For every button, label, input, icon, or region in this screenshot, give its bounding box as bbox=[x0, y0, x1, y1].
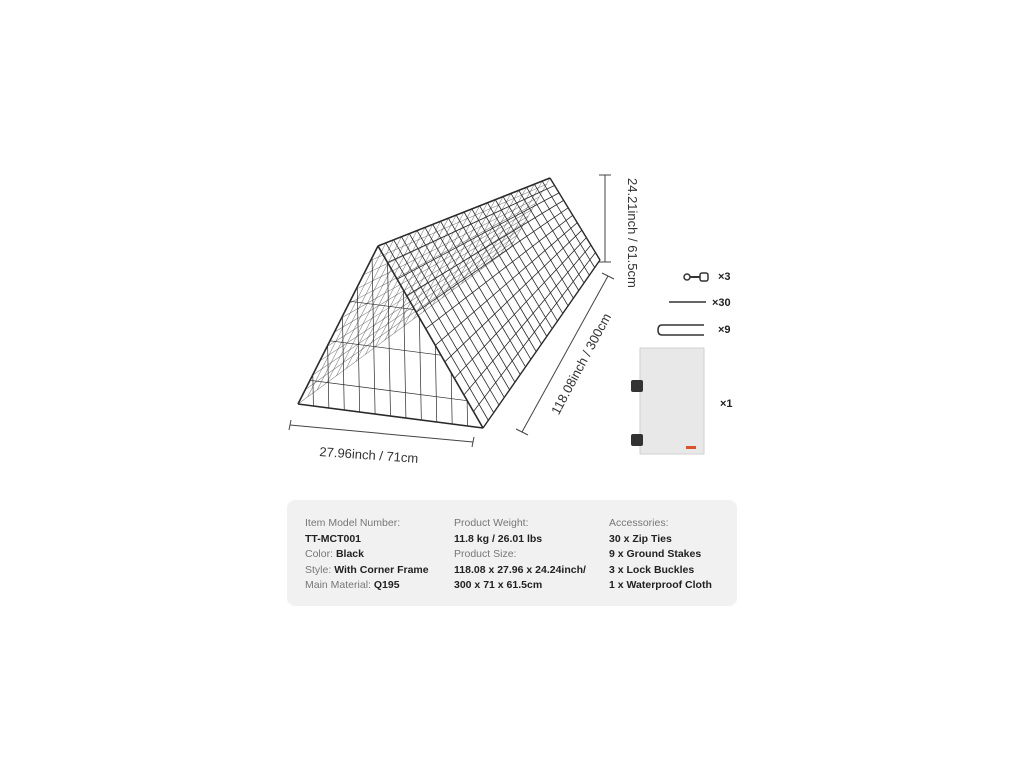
zip-tie-icon bbox=[668, 298, 708, 306]
cage-wire bbox=[394, 240, 494, 413]
model-value: TT-MCT001 bbox=[305, 532, 362, 545]
cage-wire bbox=[403, 290, 405, 418]
width-label: 27.96inch / 71cm bbox=[318, 444, 419, 466]
weight-value: 11.8 kg / 26.01 lbs bbox=[454, 532, 543, 545]
model-label: Item Model Number: bbox=[305, 517, 401, 529]
cage-wire bbox=[372, 258, 375, 414]
size-value-line-1: 118.08 x 27.96 x 24.24inch/ bbox=[454, 563, 586, 576]
size-value-line-2: 300 x 71 x 61.5cm bbox=[454, 579, 543, 591]
style-label: Style: bbox=[305, 563, 332, 576]
height-dimension-line bbox=[590, 170, 620, 270]
cage-wire bbox=[310, 380, 467, 400]
waterproof-cloth-qty: ×1 bbox=[720, 398, 733, 410]
accessory-item: 9 x Ground Stakes bbox=[609, 548, 702, 560]
cage-wire bbox=[371, 184, 547, 260]
cage-wire bbox=[363, 191, 542, 275]
cage-wire bbox=[542, 181, 595, 268]
ground-stake-icon bbox=[656, 322, 706, 338]
color-row bbox=[305, 547, 429, 563]
cage-wire bbox=[435, 345, 436, 422]
lock-buckle-qty: ×3 bbox=[718, 271, 731, 283]
ground-stake-qty: ×9 bbox=[718, 324, 731, 336]
cage-wire bbox=[298, 246, 378, 404]
material-value: Q195 bbox=[373, 579, 400, 591]
cage-wire bbox=[330, 341, 441, 355]
specifications-panel bbox=[287, 500, 737, 606]
accessory-item: 30 x Zip Ties bbox=[609, 532, 672, 545]
material-label: Main Material: bbox=[305, 579, 371, 591]
cage-wire bbox=[317, 240, 393, 390]
weight-label: Product Weight: bbox=[454, 517, 529, 529]
style-value: With Corner Frame bbox=[334, 563, 429, 576]
cage-wire bbox=[386, 243, 489, 420]
zip-tie-qty: ×30 bbox=[712, 297, 731, 309]
width-dimension-line bbox=[285, 420, 480, 450]
cage-wire bbox=[305, 242, 513, 390]
cage-wire bbox=[462, 193, 511, 283]
color-label: Color: bbox=[305, 548, 334, 560]
color-value: Black bbox=[335, 548, 364, 560]
height-label: 24.21inch / 61.5cm bbox=[625, 178, 640, 288]
length-dimension-line bbox=[510, 270, 620, 440]
accessory-item: 1 x Waterproof Cloth bbox=[609, 579, 712, 591]
cage-wire bbox=[357, 287, 359, 412]
accessory-item: 3 x Lock Buckles bbox=[609, 563, 695, 576]
cage-wire bbox=[327, 237, 402, 383]
material-row bbox=[305, 578, 429, 594]
spec-column-2 bbox=[454, 516, 586, 594]
lock-buckle-icon bbox=[682, 270, 712, 284]
style-row bbox=[305, 563, 429, 579]
cage-wire bbox=[401, 237, 499, 405]
spec-column-1 bbox=[305, 516, 429, 594]
accessories-label: Accessories: bbox=[609, 517, 669, 529]
spec-column-3 bbox=[609, 516, 712, 594]
waterproof-cloth-icon bbox=[628, 346, 708, 458]
cage-wire bbox=[419, 318, 421, 420]
length-label: 118.08inch / 300cm bbox=[548, 310, 615, 418]
cage-wire bbox=[471, 190, 518, 276]
cage-wire bbox=[350, 301, 415, 309]
cage-wire bbox=[313, 375, 314, 406]
size-label: Product Size: bbox=[454, 548, 517, 560]
